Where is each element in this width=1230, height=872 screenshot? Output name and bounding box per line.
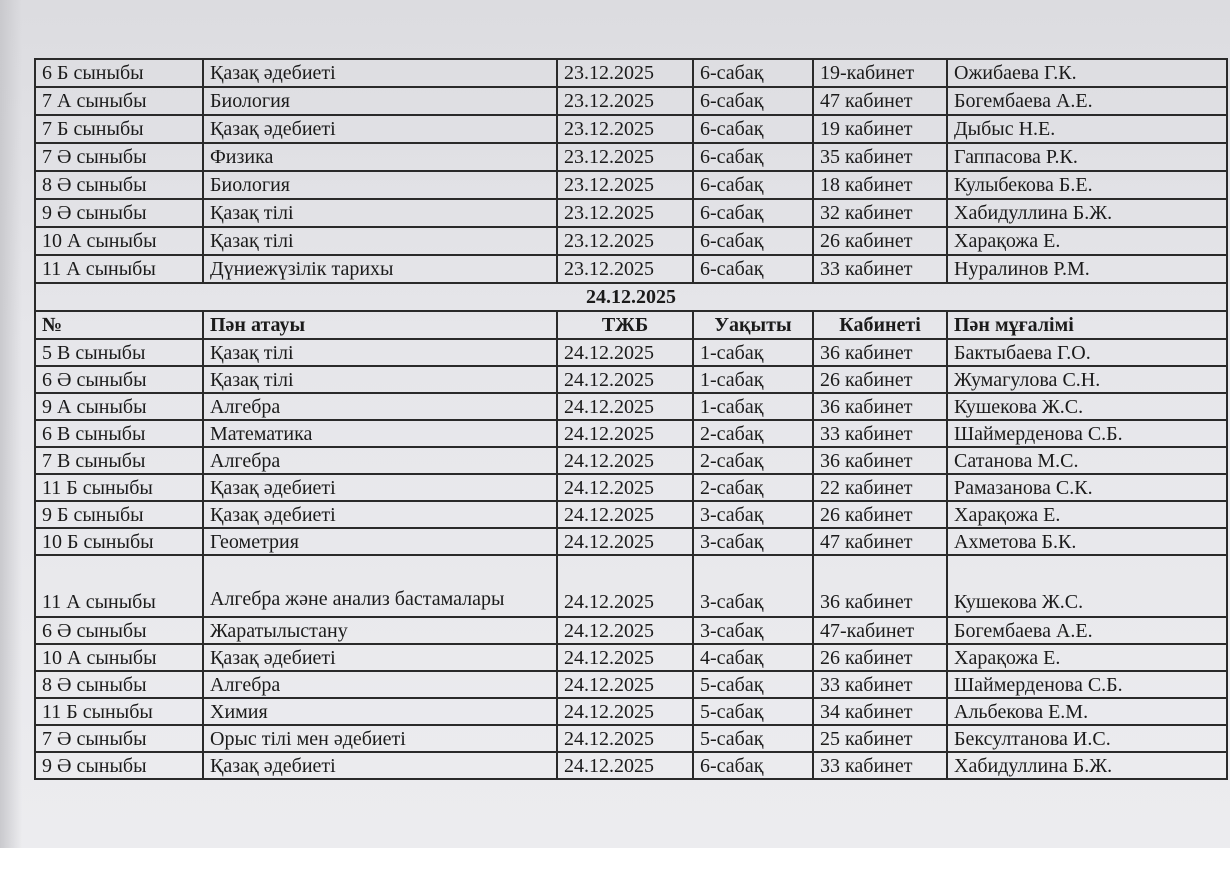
cell-date: 24.12.2025 xyxy=(557,501,693,528)
header-room: Кабинеті xyxy=(813,311,947,339)
cell-teacher: Харақожа Е. xyxy=(947,227,1227,255)
cell-subject: Геометрия xyxy=(203,528,557,555)
table-row xyxy=(35,698,1227,725)
cell-subject: Биология xyxy=(203,87,557,115)
cell-subject: Қазақ әдебиеті xyxy=(203,474,557,501)
cell-room: 47-кабинет xyxy=(813,617,947,644)
cell-class: 10 А сыныбы xyxy=(35,227,203,255)
cell-lesson: 6-сабақ xyxy=(693,171,813,199)
cell-subject: Алгебра xyxy=(203,671,557,698)
cell-teacher: Гаппасова Р.К. xyxy=(947,143,1227,171)
cell-room: 33 кабинет xyxy=(813,255,947,283)
cell-lesson: 2-сабақ xyxy=(693,447,813,474)
cell-class: 9 Ә сыныбы xyxy=(35,752,203,779)
day2-section xyxy=(35,339,1227,779)
cell-class: 11 А сыныбы xyxy=(35,555,203,617)
cell-class: 6 Ә сыныбы xyxy=(35,617,203,644)
cell-subject: Дүниежүзілік тарихы xyxy=(203,255,557,283)
cell-room: 19 кабинет xyxy=(813,115,947,143)
cell-class: 11 Б сыныбы xyxy=(35,474,203,501)
page-edge-shadow xyxy=(0,0,22,848)
cell-date: 23.12.2025 xyxy=(557,171,693,199)
cell-teacher: Кушекова Ж.С. xyxy=(947,393,1227,420)
cell-lesson: 6-сабақ xyxy=(693,255,813,283)
header-num: № xyxy=(35,311,203,339)
table-row xyxy=(35,501,1227,528)
cell-lesson: 6-сабақ xyxy=(693,227,813,255)
cell-class: 5 В сыныбы xyxy=(35,339,203,366)
cell-lesson: 4-сабақ xyxy=(693,644,813,671)
cell-lesson: 3-сабақ xyxy=(693,501,813,528)
table-row xyxy=(35,339,1227,366)
cell-room: 18 кабинет xyxy=(813,171,947,199)
cell-teacher: Кулыбекова Б.Е. xyxy=(947,171,1227,199)
cell-date: 24.12.2025 xyxy=(557,752,693,779)
cell-room: 22 кабинет xyxy=(813,474,947,501)
cell-room: 47 кабинет xyxy=(813,87,947,115)
cell-teacher: Бексултанова И.С. xyxy=(947,725,1227,752)
cell-teacher: Бактыбаева Г.О. xyxy=(947,339,1227,366)
cell-subject: Қазақ әдебиеті xyxy=(203,115,557,143)
cell-subject: Қазақ әдебиеті xyxy=(203,644,557,671)
table-row xyxy=(35,171,1227,199)
table-row xyxy=(35,644,1227,671)
cell-subject: Қазақ тілі xyxy=(203,227,557,255)
cell-subject: Алгебра xyxy=(203,393,557,420)
cell-teacher: Шаймерденова С.Б. xyxy=(947,671,1227,698)
cell-date: 24.12.2025 xyxy=(557,420,693,447)
cell-lesson: 5-сабақ xyxy=(693,671,813,698)
cell-subject: Қазақ әдебиеті xyxy=(203,752,557,779)
cell-date: 24.12.2025 xyxy=(557,698,693,725)
cell-teacher: Ахметова Б.К. xyxy=(947,528,1227,555)
cell-lesson: 3-сабақ xyxy=(693,555,813,617)
table-row xyxy=(35,528,1227,555)
day2-header-section xyxy=(35,283,1227,339)
cell-lesson: 3-сабақ xyxy=(693,617,813,644)
cell-class: 6 В сыныбы xyxy=(35,420,203,447)
cell-date: 23.12.2025 xyxy=(557,143,693,171)
table-row xyxy=(35,115,1227,143)
cell-date: 23.12.2025 xyxy=(557,115,693,143)
cell-class: 10 Б сыныбы xyxy=(35,528,203,555)
table-row xyxy=(35,87,1227,115)
cell-room: 47 кабинет xyxy=(813,528,947,555)
cell-subject: Қазақ тілі xyxy=(203,199,557,227)
table-row xyxy=(35,555,1227,617)
table-row xyxy=(35,255,1227,283)
cell-date: 24.12.2025 xyxy=(557,617,693,644)
header-subject: Пән атауы xyxy=(203,311,557,339)
cell-room: 33 кабинет xyxy=(813,752,947,779)
cell-subject: Биология xyxy=(203,171,557,199)
cell-class: 9 А сыныбы xyxy=(35,393,203,420)
cell-room: 34 кабинет xyxy=(813,698,947,725)
cell-teacher: Хабидуллина Б.Ж. xyxy=(947,199,1227,227)
cell-class: 11 Б сыныбы xyxy=(35,698,203,725)
cell-room: 26 кабинет xyxy=(813,366,947,393)
cell-room: 26 кабинет xyxy=(813,227,947,255)
cell-teacher: Нуралинов Р.М. xyxy=(947,255,1227,283)
table-row xyxy=(35,199,1227,227)
table-row xyxy=(35,725,1227,752)
cell-room: 33 кабинет xyxy=(813,420,947,447)
cell-class: 7 В сыныбы xyxy=(35,447,203,474)
cell-room: 35 кабинет xyxy=(813,143,947,171)
cell-class: 11 А сыныбы xyxy=(35,255,203,283)
cell-lesson: 6-сабақ xyxy=(693,199,813,227)
cell-subject: Алгебра xyxy=(203,447,557,474)
cell-room: 36 кабинет xyxy=(813,447,947,474)
cell-class: 9 Ә сыныбы xyxy=(35,199,203,227)
cell-lesson: 2-сабақ xyxy=(693,420,813,447)
cell-subject: Қазақ тілі xyxy=(203,366,557,393)
cell-teacher: Дыбыс Н.Е. xyxy=(947,115,1227,143)
cell-room: 36 кабинет xyxy=(813,393,947,420)
cell-room: 32 кабинет xyxy=(813,199,947,227)
cell-room: 36 кабинет xyxy=(813,339,947,366)
cell-class: 8 Ә сыныбы xyxy=(35,171,203,199)
date-heading: 24.12.2025 xyxy=(35,283,1227,311)
cell-room: 19-кабинет xyxy=(813,59,947,87)
cell-date: 24.12.2025 xyxy=(557,366,693,393)
cell-date: 23.12.2025 xyxy=(557,59,693,87)
cell-date: 23.12.2025 xyxy=(557,87,693,115)
table-row xyxy=(35,617,1227,644)
table-row xyxy=(35,671,1227,698)
cell-subject: Физика xyxy=(203,143,557,171)
schedule-table xyxy=(34,58,1228,780)
cell-teacher: Кушекова Ж.С. xyxy=(947,555,1227,617)
cell-class: 6 Б сыныбы xyxy=(35,59,203,87)
cell-room: 26 кабинет xyxy=(813,501,947,528)
header-time: Уақыты xyxy=(693,311,813,339)
cell-date: 24.12.2025 xyxy=(557,644,693,671)
cell-lesson: 1-сабақ xyxy=(693,339,813,366)
cell-class: 7 А сыныбы xyxy=(35,87,203,115)
cell-date: 24.12.2025 xyxy=(557,671,693,698)
cell-date: 23.12.2025 xyxy=(557,199,693,227)
cell-class: 7 Б сыныбы xyxy=(35,115,203,143)
cell-class: 7 Ә сыныбы xyxy=(35,725,203,752)
cell-teacher: Ожибаева Г.К. xyxy=(947,59,1227,87)
cell-date: 24.12.2025 xyxy=(557,725,693,752)
day1-section xyxy=(35,59,1227,283)
cell-class: 10 А сыныбы xyxy=(35,644,203,671)
cell-subject: Химия xyxy=(203,698,557,725)
table-row xyxy=(35,474,1227,501)
cell-teacher: Жумагулова С.Н. xyxy=(947,366,1227,393)
table-row xyxy=(35,752,1227,779)
cell-date: 24.12.2025 xyxy=(557,555,693,617)
cell-date: 23.12.2025 xyxy=(557,227,693,255)
cell-lesson: 5-сабақ xyxy=(693,698,813,725)
cell-class: 8 Ә сыныбы xyxy=(35,671,203,698)
date-heading-row xyxy=(35,283,1227,311)
cell-teacher: Рамазанова С.К. xyxy=(947,474,1227,501)
header-exam: ТЖБ xyxy=(557,311,693,339)
cell-teacher: Альбекова Е.М. xyxy=(947,698,1227,725)
cell-room: 25 кабинет xyxy=(813,725,947,752)
header-teacher: Пән мұғалімі xyxy=(947,311,1227,339)
table-row xyxy=(35,366,1227,393)
cell-lesson: 6-сабақ xyxy=(693,59,813,87)
cell-lesson: 6-сабақ xyxy=(693,87,813,115)
column-header-row xyxy=(35,311,1227,339)
table-row xyxy=(35,143,1227,171)
cell-subject: Математика xyxy=(203,420,557,447)
cell-teacher: Богембаева А.Е. xyxy=(947,617,1227,644)
cell-class: 9 Б сыныбы xyxy=(35,501,203,528)
cell-date: 24.12.2025 xyxy=(557,339,693,366)
cell-class: 7 Ә сыныбы xyxy=(35,143,203,171)
cell-teacher: Шаймерденова С.Б. xyxy=(947,420,1227,447)
cell-lesson: 5-сабақ xyxy=(693,725,813,752)
cell-lesson: 6-сабақ xyxy=(693,752,813,779)
cell-subject: Жаратылыстану xyxy=(203,617,557,644)
cell-teacher: Хабидуллина Б.Ж. xyxy=(947,752,1227,779)
cell-date: 23.12.2025 xyxy=(557,255,693,283)
cell-lesson: 1-сабақ xyxy=(693,393,813,420)
cell-lesson: 3-сабақ xyxy=(693,528,813,555)
cell-subject: Алгебра және анализ бастамалары xyxy=(203,555,557,617)
cell-lesson: 1-сабақ xyxy=(693,366,813,393)
cell-subject: Қазақ әдебиеті xyxy=(203,59,557,87)
cell-lesson: 2-сабақ xyxy=(693,474,813,501)
table-row xyxy=(35,59,1227,87)
cell-teacher: Сатанова М.С. xyxy=(947,447,1227,474)
cell-lesson: 6-сабақ xyxy=(693,115,813,143)
cell-subject: Қазақ әдебиеті xyxy=(203,501,557,528)
table-row xyxy=(35,393,1227,420)
table-row xyxy=(35,227,1227,255)
cell-date: 24.12.2025 xyxy=(557,447,693,474)
table-row xyxy=(35,420,1227,447)
cell-subject: Қазақ тілі xyxy=(203,339,557,366)
cell-teacher: Харақожа Е. xyxy=(947,644,1227,671)
cell-teacher: Богембаева А.Е. xyxy=(947,87,1227,115)
cell-class: 6 Ә сыныбы xyxy=(35,366,203,393)
cell-room: 36 кабинет xyxy=(813,555,947,617)
cell-room: 33 кабинет xyxy=(813,671,947,698)
cell-date: 24.12.2025 xyxy=(557,474,693,501)
table-row xyxy=(35,447,1227,474)
cell-subject: Орыс тілі мен әдебиеті xyxy=(203,725,557,752)
cell-teacher: Харақожа Е. xyxy=(947,501,1227,528)
cell-lesson: 6-сабақ xyxy=(693,143,813,171)
cell-room: 26 кабинет xyxy=(813,644,947,671)
cell-date: 24.12.2025 xyxy=(557,528,693,555)
cell-date: 24.12.2025 xyxy=(557,393,693,420)
